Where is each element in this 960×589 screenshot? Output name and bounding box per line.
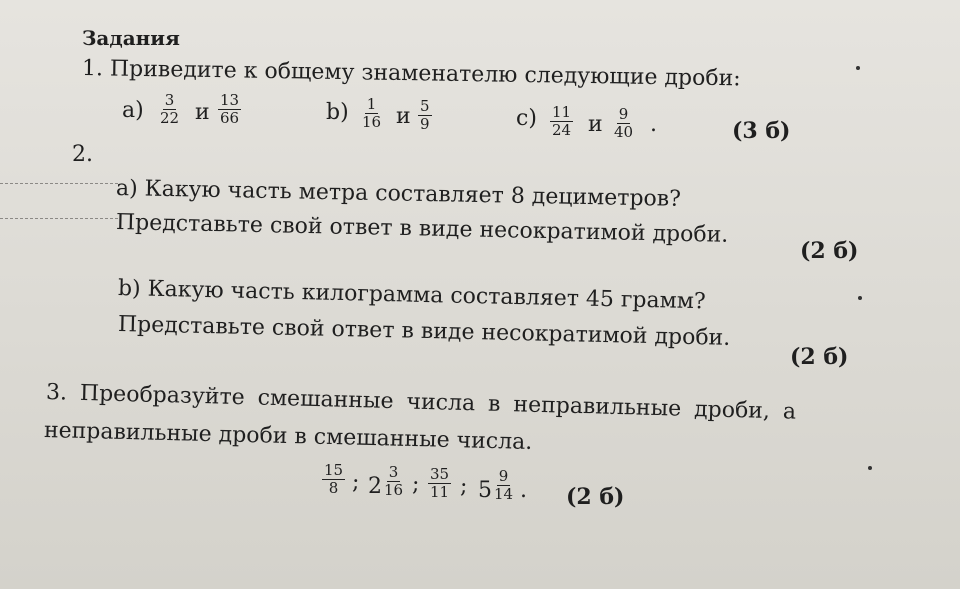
numerator: 5 [420,97,430,115]
numerator: 9 [498,467,509,485]
numerator: 13 [220,91,240,109]
task2-a-line1: a) Какую часть метра составляет 8 дециметров? [115,176,682,212]
task1-c-label: c) [516,106,537,131]
separator: ; [460,474,468,499]
and-word: и [396,104,411,129]
fraction-1-16 [360,96,383,131]
fraction-3-22 [158,92,181,127]
denominator: 66 [220,109,240,127]
dashed-rule [0,183,118,184]
denominator: 24 [552,121,572,139]
denominator: 14 [494,485,514,503]
denominator: 9 [420,115,430,133]
numerator: 1 [366,95,377,113]
numerator: 3 [388,463,399,481]
denominator: 22 [160,109,180,127]
numerator: 15 [324,461,344,479]
denominator: 40 [614,123,634,141]
task1-score: (3 б) [732,118,791,144]
page-title: Задания [82,26,180,50]
task2-a-line2: Представьте свой ответ в виде несократимой дроби. [115,210,729,248]
denominator: 8 [328,479,339,497]
mixed-whole: 2 [368,474,382,499]
fraction-3-16 [382,464,405,499]
numerator: 35 [430,465,450,483]
fraction-15-8 [322,462,345,497]
task1-text: 1. Приведите к общему знаменателю следующие дроби: [81,56,741,92]
fraction-9-14 [492,468,515,503]
task3-line1: 3. Преобразуйте смешанные числа в неправильные дроби, а [45,380,797,425]
task2-number: 2. [72,142,93,167]
fraction-11-24 [550,104,573,139]
task2-b-line1: b) Какую часть килограмма составляет 45 грамм? [117,276,706,315]
fraction-9-40 [612,106,635,141]
paper-speck [868,466,872,470]
fraction-35-11 [428,466,451,501]
numerator: 9 [618,105,629,123]
task1-a-label: a) [122,98,144,123]
fraction-13-66 [218,92,241,127]
and-word: и [195,100,210,125]
task2-b-line2: Представьте свой ответ в виде несократимой дроби. [117,312,731,351]
denominator: 16 [362,113,382,131]
dashed-rule [0,218,118,219]
mixed-whole: 5 [478,478,492,503]
paper-speck [858,296,862,300]
denominator: 11 [430,483,450,501]
task1-b-label: b) [326,100,349,125]
paper-speck [856,66,860,70]
task3-line2: неправильные дроби в смешанные числа. [43,418,533,455]
fraction-5-9 [418,98,432,133]
task3-score: (2 б) [566,484,625,510]
end-dot: . [650,112,657,137]
task2-a-score: (2 б) [800,238,859,264]
task2-b-score: (2 б) [790,344,849,370]
end-dot: . [520,478,527,503]
and-word: и [588,112,603,137]
numerator: 11 [552,103,572,121]
denominator: 16 [384,481,404,499]
separator: ; [412,472,420,497]
separator: ; [352,470,360,495]
numerator: 3 [164,91,175,109]
